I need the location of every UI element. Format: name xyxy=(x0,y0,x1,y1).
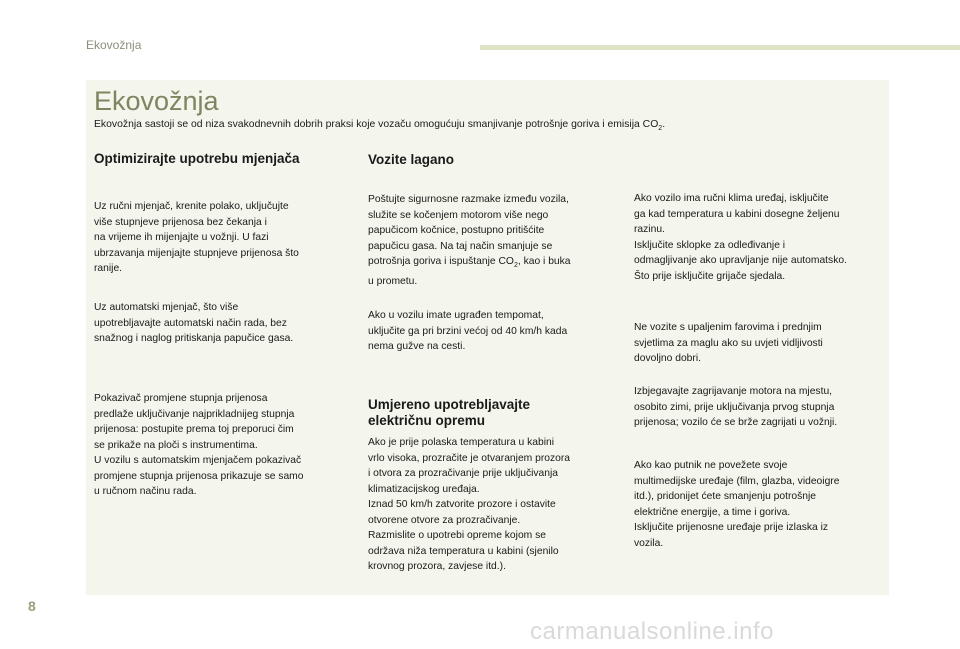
page-number: 8 xyxy=(28,598,36,614)
header-accent-bar xyxy=(480,45,960,50)
drive-gently-text: Poštujte sigurnosne razmake između vozila, služite se kočenjem motorom više nego papučicom kočnice, postupno pritišćite papučicu gasa. Na taj način smanjuje se potrošnja goriva i ispuštanje CO xyxy=(368,194,569,267)
drive-gently-subscript: 2 xyxy=(513,262,518,270)
watermark: carmanualsonline.info xyxy=(530,618,774,645)
intro-text-main: Ekovožnja sastoji se od niza svakodnevnih dobrih praksi koje vozaču omogućuju smanjivanje potrošnje goriva i emisija CO xyxy=(94,119,659,130)
electrical-equipment-paragraph: Ako je prije polaska temperatura u kabini vrlo visoka, prozračite je otvaranjem prozora i otvora za prozračivanje prije uključivanja klimatizacijskog uređaja. Iznad 50 km/h zatvorite prozore i ostavite otvorene otvore za prozračivanje. Razmislite o upotrebi opreme kojom se održava niža temperatura u kabini (sjenilo krovnog prozora, zavjese itd.). xyxy=(368,437,571,572)
header-section-label: Ekovožnja xyxy=(86,38,142,52)
gearbox-paragraph-manual: Uz ručni mjenjač, krenite polako, uključujte više stupnjeve prijenosa bez čekanja i na vrijeme ih mijenjajte u vožnji. U fazi ubrzavanja mijenjajte stupnjeve prijenosa što ranije. xyxy=(94,201,299,274)
headlights-paragraph: Ne vozite s upaljenim farovima i prednjim svjetlima za maglu ako su uvjeti vidljivosti dovoljno dobri. xyxy=(634,322,823,364)
heading-drive-gently: Vozite lagano xyxy=(368,152,455,167)
page-title: Ekovožnja xyxy=(94,86,219,116)
multimedia-devices-paragraph: Ako kao putnik ne povežete svoje multimedijske uređaje (film, glazba, videoigre itd.), pridonijet ćete smanjenju potrošnje električne energije, a time i goriva. Isključite prijenosne uređaje prije izlaska iz vozila. xyxy=(634,460,840,549)
intro-text xyxy=(94,119,665,132)
heading-electrical-equipment: Umjereno upotrebljavajte električnu opremu xyxy=(368,397,531,428)
drive-gently-paragraph xyxy=(368,192,571,289)
cruise-control-paragraph: Ako u vozilu imate ugrađen tempomat, uključite ga pri brzini većoj od 40 km/h kada nema gužve na cesti. xyxy=(368,310,568,352)
engine-warmup-paragraph: Izbjegavajte zagrijavanje motora na mjestu, osobito zimi, prije uključivanja prvog stupnja prijenosa; vozilo će se brže zagrijati u vožnji. xyxy=(634,386,838,428)
gearbox-paragraph-automatic: Uz automatski mjenjač, što više upotrebljavajte automatski način rada, bez snažnog i naglog pritiskanja papučice gasa. xyxy=(94,302,294,344)
air-conditioning-paragraph: Ako vozilo ima ručni klima uređaj, isključite ga kad temperatura u kabini dosegne željenu razinu. Isključite sklopke za odleđivanje i odmagljivanje ako upravljanje nije automatsko. Što prije isključite grijače sjedala. xyxy=(634,193,847,282)
gearbox-paragraph-indicator: Pokazivač promjene stupnja prijenosa predlaže uključivanje najprikladnijeg stupnja prijenosa: postupite prema toj preporuci čim se prikaže na ploči s instrumentima. U vozilu s automatskim mjenjačem pokazivač promjene stupnja prijenosa prikazuje se samo u ručnom načinu rada. xyxy=(94,393,304,497)
drive-gently-text-end: , kao i buka u prometu. xyxy=(368,256,571,287)
heading-gearbox: Optimizirajte upotrebu mjenjača xyxy=(94,151,300,166)
intro-text-end: . xyxy=(662,119,666,130)
intro-subscript: 2 xyxy=(658,125,663,133)
